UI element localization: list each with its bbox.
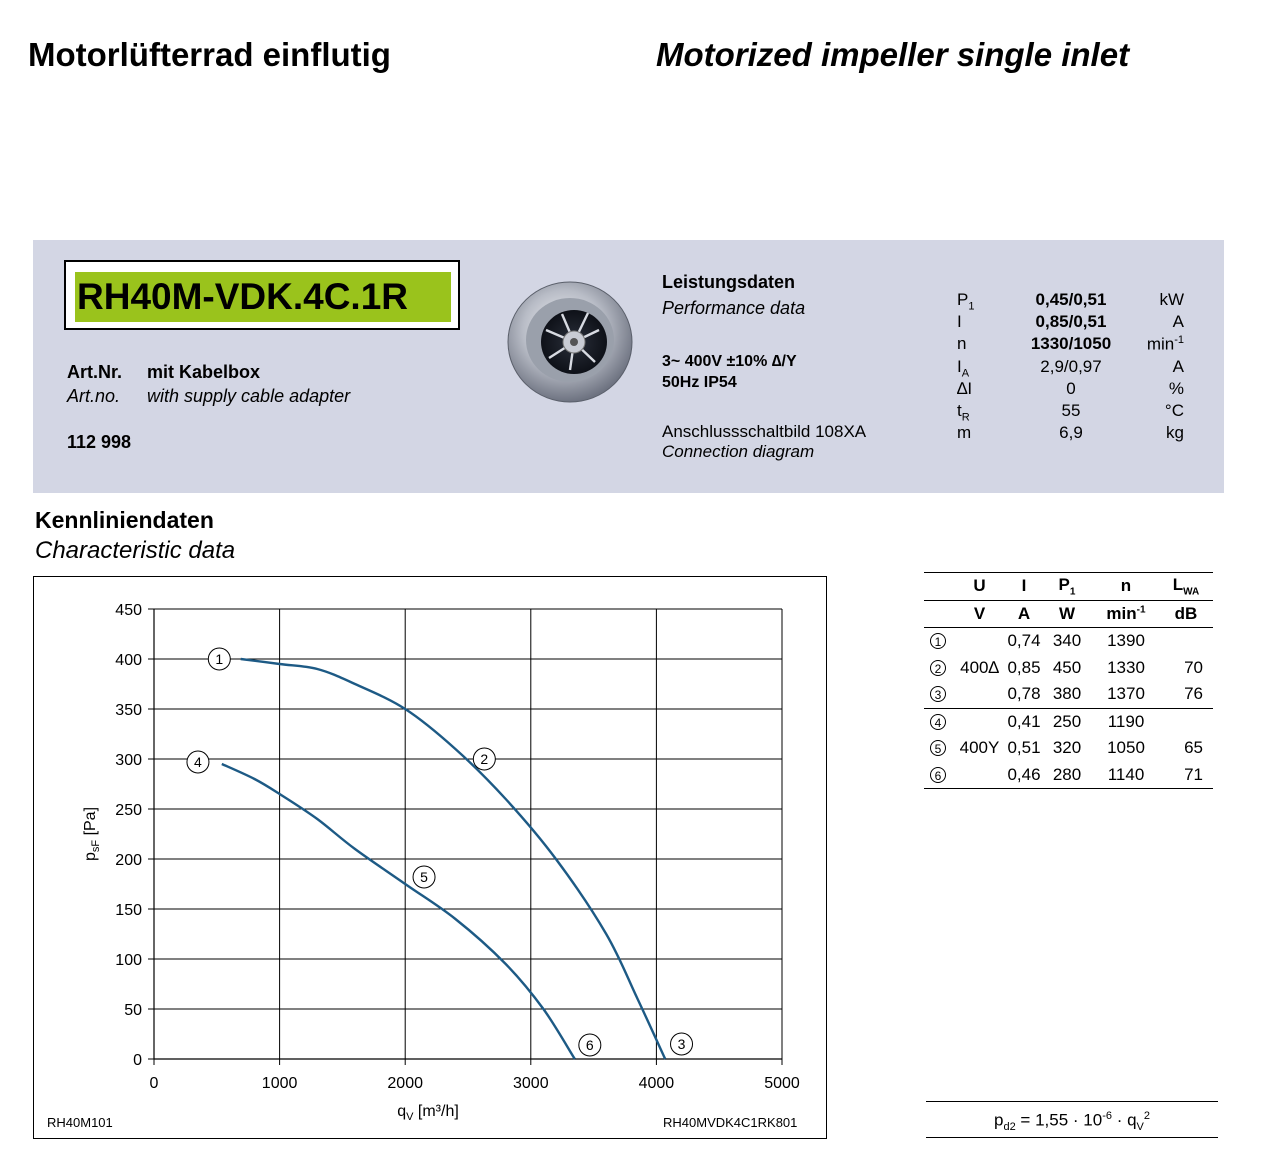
perf-value: 1330/1050 <box>1030 334 1112 354</box>
row-number-circle: 3 <box>930 686 946 702</box>
characteristic-heading-de: Kennliniendaten <box>35 507 214 533</box>
char-table-row <box>924 735 1213 762</box>
y-tick-label: 350 <box>115 702 142 719</box>
connection-diagram-de: Anschlussschaltbild 108XA <box>662 422 867 441</box>
perf-unit <box>1104 290 1184 310</box>
perf-unit <box>1104 334 1184 355</box>
unit-text: dB <box>1174 603 1198 623</box>
header-cell <box>1007 573 1041 601</box>
y-tick-label: 200 <box>115 852 142 869</box>
row-number-circle: 6 <box>930 767 946 783</box>
y-axis-label: $p_{sF}$ [Pa] <box>82 806 102 862</box>
unit-cell <box>924 600 952 628</box>
impeller-image-icon <box>500 270 640 410</box>
row-number-circle: 4 <box>930 714 946 730</box>
unit-cell <box>1159 600 1213 628</box>
header-cell <box>1159 573 1213 601</box>
unit-text: A <box>1017 603 1031 623</box>
row-value-cell: 0,85 <box>1007 657 1041 677</box>
row-value-cell: 1190 <box>1107 711 1145 731</box>
y-tick-label: 150 <box>115 902 142 919</box>
char-table-units <box>924 600 1213 628</box>
x-tick-label: 3000 <box>513 1075 549 1092</box>
formula-p: p <box>993 1110 1004 1130</box>
perf-value: 0,85/0,51 <box>1035 312 1107 332</box>
y-tick-label: 400 <box>115 652 142 669</box>
curve-marker-label: 2 <box>480 751 489 767</box>
header-cell <box>952 573 1007 601</box>
x-tick-label: 5000 <box>764 1075 800 1092</box>
header-text: U <box>973 576 986 596</box>
row-value-cell: 1390 <box>1107 631 1145 651</box>
characteristic-table <box>924 572 1213 789</box>
formula-q-sub: V <box>1136 1121 1144 1134</box>
y-tick-label: 450 <box>115 602 142 619</box>
perf-unit <box>1104 379 1184 399</box>
row-value-cell: 250 <box>1052 711 1082 731</box>
perf-symbol <box>957 357 969 379</box>
dynamic-pressure-formula <box>926 1110 1218 1133</box>
perf-symbol-text: m <box>957 423 972 443</box>
row-value-cell: 71 <box>1159 762 1213 789</box>
y-tick-label: 0 <box>133 1052 142 1069</box>
perf-symbol <box>957 379 972 399</box>
row-value-cell <box>952 762 1007 789</box>
char-table-row <box>924 681 1213 708</box>
series-line <box>222 764 575 1059</box>
formula-rule-top <box>926 1101 1218 1102</box>
row-value-cell: 1370 <box>1093 681 1159 708</box>
row-value-cell: 0,51 <box>1007 738 1041 758</box>
header-text: I <box>1021 576 1027 596</box>
row-number-circle: 5 <box>930 740 946 756</box>
perf-symbol <box>957 401 970 423</box>
perf-unit-text: % <box>1168 378 1184 398</box>
row-value-cell: 0,41 <box>1007 711 1041 731</box>
row-value-cell: 320 <box>1052 738 1082 758</box>
perf-symbol <box>957 312 962 332</box>
perf-symbol-text: ∆I <box>957 378 973 398</box>
char-table-row <box>924 628 1213 655</box>
row-value-cell: 1330 <box>1107 657 1145 677</box>
perf-unit <box>1104 423 1184 443</box>
row-id-cell <box>924 628 952 655</box>
curve-marker-label: 1 <box>215 651 224 667</box>
connection-diagram-en: Connection diagram <box>662 442 815 461</box>
perf-value: 55 <box>1061 401 1081 420</box>
row-id-cell <box>924 735 952 762</box>
perf-symbol-text: I <box>957 356 962 376</box>
perf-unit-text: kW <box>1159 290 1184 309</box>
header-text: n <box>1120 576 1132 596</box>
char-table-row <box>924 708 1213 735</box>
y-tick-label: 100 <box>115 952 142 969</box>
supply-frequency-protection: 50Hz IP54 <box>662 374 737 391</box>
perf-unit <box>1104 401 1184 421</box>
row-value-cell: 340 <box>1052 631 1082 651</box>
artnr-label-en: Art.no. <box>67 386 121 406</box>
formula-dot: · q <box>1111 1110 1137 1130</box>
header-text: L <box>1172 575 1184 595</box>
row-value-cell <box>1159 628 1213 655</box>
perf-symbol-sub: A <box>961 366 970 379</box>
unit-cell <box>1041 600 1093 628</box>
perf-symbol <box>957 334 966 354</box>
row-value-cell <box>952 628 1007 655</box>
characteristic-heading-en: Characteristic data <box>35 537 236 564</box>
perf-unit-text: °C <box>1164 401 1184 420</box>
perf-unit <box>1104 357 1184 377</box>
perf-symbol-sub: R <box>961 411 970 424</box>
perf-symbol <box>957 423 971 443</box>
y-tick-label: 300 <box>115 752 142 769</box>
title-german: Motorlüfterrad einflutig <box>28 36 391 73</box>
row-value-cell: 0,74 <box>1007 631 1041 651</box>
perf-symbol-sub: 1 <box>968 300 975 313</box>
unit-cell <box>952 600 1007 628</box>
performance-heading-de: Leistungsdaten <box>662 272 796 292</box>
header-sub: 1 <box>1069 586 1076 598</box>
performance-heading-en: Performance data <box>662 298 806 318</box>
chart-code-left: RH40M101 <box>47 1115 113 1130</box>
char-table-row <box>924 655 1213 682</box>
curve-marker-label: 5 <box>420 869 428 885</box>
perf-symbol-text: t <box>957 401 962 420</box>
row-value-cell: 70 <box>1184 657 1203 677</box>
variant-en: with supply cable adapter <box>147 386 351 406</box>
x-tick-label: 4000 <box>638 1075 675 1092</box>
perf-unit <box>1104 312 1184 332</box>
x-tick-label: 0 <box>149 1075 159 1092</box>
article-number: 112 998 <box>67 432 132 452</box>
unit-text: V <box>973 603 986 623</box>
x-axis-label: $q_V$ [m³/h] <box>397 1103 459 1123</box>
formula-q-sup: 2 <box>1143 1110 1150 1122</box>
model-name: RH40M-VDK.4C.1R <box>75 272 451 322</box>
artnr-label-de: Art.Nr. <box>67 362 123 382</box>
formula-exp: -6 <box>1102 1110 1112 1122</box>
chart-code-right: RH40MVDK4C1RK801 <box>663 1115 798 1130</box>
char-table-header <box>924 573 1213 601</box>
row-value-cell <box>952 681 1007 708</box>
row-id-cell <box>924 681 952 708</box>
row-value-cell: 0,78 <box>1007 681 1041 708</box>
row-value-cell: 76 <box>1159 681 1213 708</box>
x-tick-label: 1000 <box>261 1075 298 1092</box>
row-value-cell: 280 <box>1041 762 1093 789</box>
y-tick-label: 50 <box>124 1002 142 1019</box>
perf-unit-text: A <box>1172 312 1184 332</box>
perf-symbol-text: n <box>957 334 967 354</box>
row-value-cell <box>952 708 1007 735</box>
characteristic-chart <box>33 576 827 1139</box>
row-value-cell: 450 <box>1052 657 1082 677</box>
perf-symbol-text: P <box>957 290 969 309</box>
perf-symbol-text: I <box>957 312 962 332</box>
header-cell <box>1093 573 1159 601</box>
row-value-cell: 0,46 <box>1007 762 1041 789</box>
curve-marker-label: 6 <box>585 1037 594 1053</box>
unit-text: W <box>1058 603 1076 623</box>
perf-unit-sup: -1 <box>1174 334 1184 347</box>
perf-unit-text: kg <box>1166 423 1184 443</box>
unit-text: min <box>1106 603 1137 623</box>
unit-cell <box>1007 600 1041 628</box>
perf-value: 0 <box>1066 378 1076 398</box>
row-value-cell <box>1159 708 1213 735</box>
perf-symbol <box>957 290 974 312</box>
formula-p-sub: d2 <box>1003 1121 1016 1134</box>
title-english: Motorized impeller single inlet <box>656 36 1130 73</box>
perf-value: 6,9 <box>1059 423 1083 443</box>
row-value-cell: 380 <box>1041 681 1093 708</box>
perf-value: 2,9/0,97 <box>1040 356 1102 376</box>
unit-sup: -1 <box>1136 604 1146 616</box>
row-value-cell: 400∆ <box>960 657 999 677</box>
row-value-cell: 1140 <box>1093 762 1159 789</box>
perf-unit-text: A <box>1172 356 1184 376</box>
variant-de: mit Kabelbox <box>147 362 261 382</box>
curve-marker-label: 3 <box>677 1036 686 1052</box>
row-id-cell <box>924 655 952 682</box>
header-sub: WA <box>1183 586 1200 598</box>
row-id-cell <box>924 762 952 789</box>
row-value-cell: 400Y <box>959 738 1000 758</box>
header-text: P <box>1058 575 1070 595</box>
supply-voltage: 3~ 400V ±10% ∆/Y <box>662 353 797 370</box>
char-table-row <box>924 762 1213 789</box>
row-number-circle: 1 <box>930 633 946 649</box>
formula-rule-bottom <box>926 1137 1218 1138</box>
unit-cell <box>1093 600 1159 628</box>
perf-value: 0,45/0,51 <box>1035 290 1107 309</box>
header-cell <box>1041 573 1093 601</box>
formula-eq: = 1,55 · 10 <box>1015 1110 1103 1130</box>
perf-unit-text: min <box>1146 335 1175 355</box>
y-tick-label: 250 <box>115 802 142 819</box>
row-number-circle: 2 <box>930 660 946 676</box>
row-value-cell: 65 <box>1184 738 1203 758</box>
curve-marker-label: 4 <box>194 754 202 770</box>
row-value-cell: 1050 <box>1107 738 1145 758</box>
x-tick-label: 2000 <box>387 1075 423 1092</box>
header-cell <box>924 573 952 601</box>
row-id-cell <box>924 708 952 735</box>
